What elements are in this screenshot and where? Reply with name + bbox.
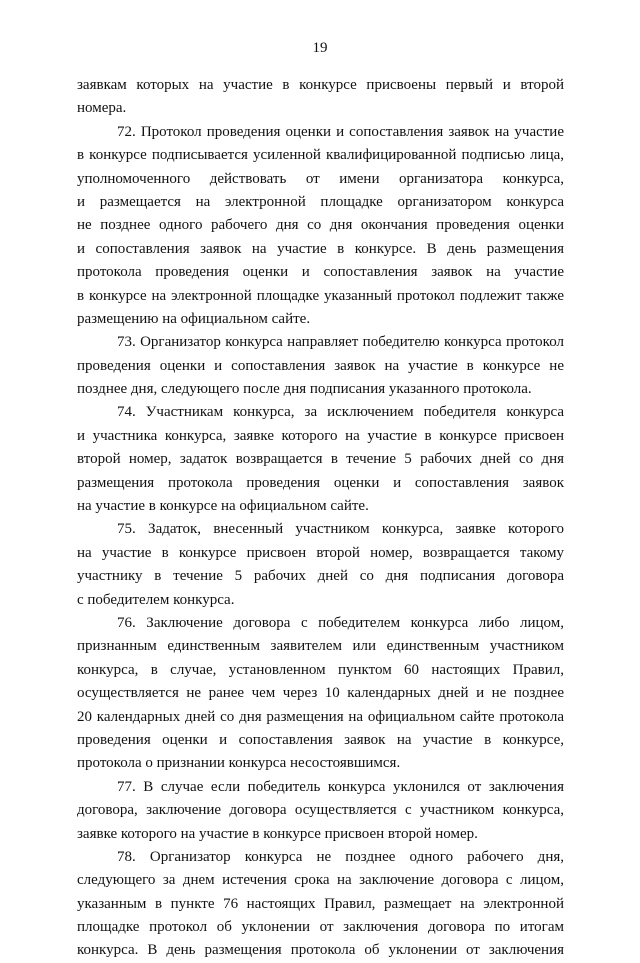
page-number: 19 (312, 40, 328, 56)
text-line: и размещается на электронной площадке организатором конкурса (77, 193, 564, 210)
text-line: второй номер, задаток возвращается в течение 5 рабочих дней со дня (77, 451, 564, 468)
text-line: на участие в конкурсе присвоен второй номер, возвращается такому (77, 544, 564, 561)
text-line: позднее дня, следующего после дня подписания указанного протокола. (77, 381, 532, 398)
text-line: проведения оценки и сопоставления заявок на участие в конкурсе, (77, 731, 564, 748)
text-line: протокола о признании конкурса несостоявшимся. (77, 755, 401, 772)
text-line: и участника конкурса, заявке которого на участие в конкурсе присвоен (77, 427, 564, 444)
text-line: 73. Организатор конкурса направляет победителю конкурса протокол (117, 334, 564, 351)
text-line: указанным в пункте 76 настоящих Правил, размещает на электронной (77, 895, 564, 912)
text-line: заявке которого на участие в конкурсе присвоен второй номер. (77, 825, 478, 842)
text-line: размещению на официальном сайте. (77, 310, 311, 327)
text-line: 78. Организатор конкурса не позднее одного рабочего дня, (117, 848, 564, 865)
text-line: заявкам которых на участие в конкурсе присвоены первый и второй (77, 77, 564, 93)
text-line: и сопоставления заявок на участие в конкурсе. В день размещения (77, 240, 564, 257)
text-line: номера. (77, 100, 127, 117)
text-line: конкурса, в случае, установленном пунктом 60 настоящих Правил, (77, 661, 564, 678)
text-line: участнику в течение 5 рабочих дней со дня подписания договора (77, 568, 564, 585)
document-body (77, 74, 564, 963)
text-line: 20 календарных дней со дня размещения на официальном сайте протокола (77, 708, 564, 725)
text-line: 77. В случае если победитель конкурса уклонился от заключения (117, 778, 564, 795)
text-line: конкурса. В день размещения протокола об уклонении от заключения (77, 942, 564, 959)
text-line: с победителем конкурса. (77, 591, 235, 608)
text-line: 76. Заключение договора с победителем конкурса либо лицом, (117, 614, 564, 631)
text-line: следующего за днем истечения срока на заключение договора с лицом, (77, 872, 564, 889)
text-line: протокола проведения оценки и сопоставления заявок на участие (77, 264, 564, 281)
text-line: признанным единственным заявителем или единственным участником (77, 638, 564, 655)
text-line: уполномоченного действовать от имени организатора конкурса, (77, 170, 564, 187)
text-line: площадке протокол об уклонении от заключения договора по итогам (77, 919, 564, 936)
text-line: 74. Участникам конкурса, за исключением победителя конкурса (117, 404, 564, 421)
text-line: размещения протокола проведения оценки и сопоставления заявок (77, 474, 564, 491)
text-line: договора, заключение договора осуществляется с участником конкурса, (77, 802, 564, 819)
text-line: в конкурсе подписывается усиленной квалифицированной подписью лица, (77, 147, 564, 164)
text-line: осуществляется не ранее чем через 10 календарных дней и не позднее (77, 685, 564, 702)
text-line: проведения оценки и сопоставления заявок на участие в конкурсе не (77, 357, 564, 374)
text-line: 75. Задаток, внесенный участником конкурса, заявке которого (117, 521, 564, 538)
text-line: 72. Протокол проведения оценки и сопоставления заявок на участие (117, 123, 564, 140)
text-line: в конкурсе на электронной площадке указанный протокол подлежит также (77, 287, 564, 304)
text-line: не позднее одного рабочего дня со дня окончания проведения оценки (77, 217, 564, 234)
text-line: на участие в конкурсе на официальном сайте. (77, 498, 369, 515)
